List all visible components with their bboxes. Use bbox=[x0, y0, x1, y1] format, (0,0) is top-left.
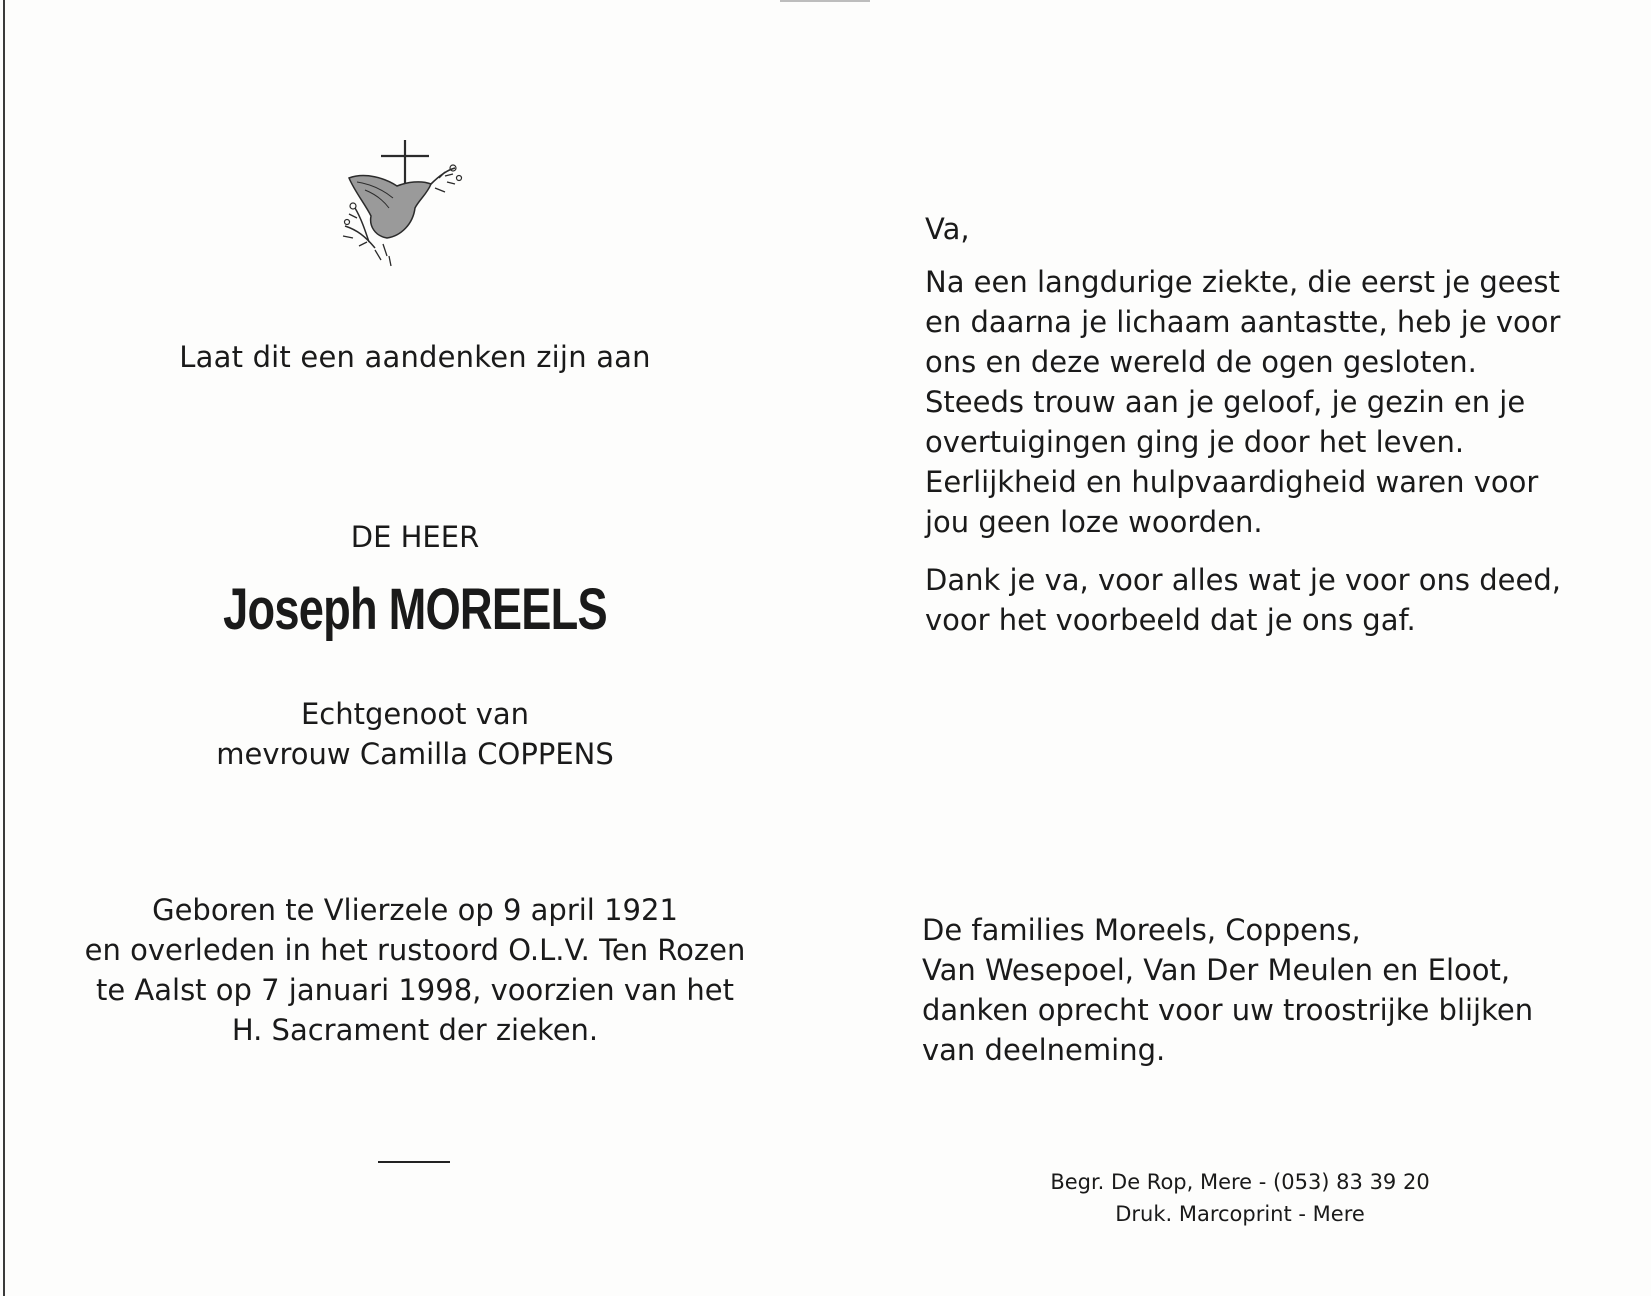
tribute-line: overtuigingen ging je door het leven. bbox=[925, 425, 1465, 459]
tribute-line: ons en deze wereld de ogen gesloten. bbox=[925, 345, 1477, 379]
birth-line: H. Sacrament der zieken. bbox=[231, 1013, 599, 1047]
print-shop-line: Druk. Marcoprint - Mere bbox=[1115, 1202, 1365, 1226]
birth-death-block bbox=[70, 890, 760, 1050]
intro-text: Laat dit een aandenken zijn aan bbox=[179, 340, 651, 374]
families-line: De families Moreels, Coppens, bbox=[922, 913, 1361, 947]
families-line: danken oprecht voor uw troostrijke blijken bbox=[922, 993, 1534, 1027]
greeting: Va, bbox=[925, 212, 970, 246]
deceased-name: Joseph MOREELS bbox=[223, 577, 607, 642]
tribute-line: Eerlijkheid en hulpvaardigheid waren voor bbox=[925, 465, 1539, 499]
birth-line: en overleden in het rustoord O.L.V. Ten Rozen bbox=[84, 933, 746, 967]
thanks-line: voor het voorbeeld dat je ons gaf. bbox=[925, 603, 1416, 637]
families-line: van deelneming. bbox=[922, 1033, 1166, 1067]
funeral-home-line: Begr. De Rop, Mere - (053) 83 39 20 bbox=[1050, 1170, 1430, 1194]
tribute-line: Steeds trouw aan je geloof, je gezin en je bbox=[925, 385, 1526, 419]
spouse-line: mevrouw Camilla COPPENS bbox=[216, 737, 614, 771]
cross-dove-flowers-icon bbox=[335, 138, 475, 268]
title-label: DE HEER bbox=[350, 520, 480, 554]
thanks-line: Dank je va, voor alles wat je voor ons deed, bbox=[925, 563, 1561, 597]
spouse-block bbox=[70, 694, 760, 774]
birth-line: te Aalst op 7 januari 1998, voorzien van het bbox=[95, 973, 735, 1007]
tribute-line: jou geen loze woorden. bbox=[925, 505, 1263, 539]
birth-line: Geboren te Vlierzele op 9 april 1921 bbox=[152, 893, 678, 927]
thanks-paragraph bbox=[925, 560, 1625, 640]
tribute-paragraph bbox=[925, 262, 1625, 542]
printer-credits bbox=[1000, 1166, 1480, 1230]
tribute-line: Na een langdurige ziekte, die eerst je geest bbox=[925, 265, 1560, 299]
card-edge bbox=[3, 0, 5, 1296]
tribute-line: en daarna je lichaam aantastte, heb je voor bbox=[925, 305, 1561, 339]
spouse-line: Echtgenoot van bbox=[300, 697, 530, 731]
scan-mark bbox=[780, 0, 870, 2]
families-line: Van Wesepoel, Van Der Meulen en Eloot, bbox=[922, 953, 1511, 987]
divider bbox=[378, 1161, 450, 1163]
families-acknowledgement bbox=[922, 910, 1622, 1070]
